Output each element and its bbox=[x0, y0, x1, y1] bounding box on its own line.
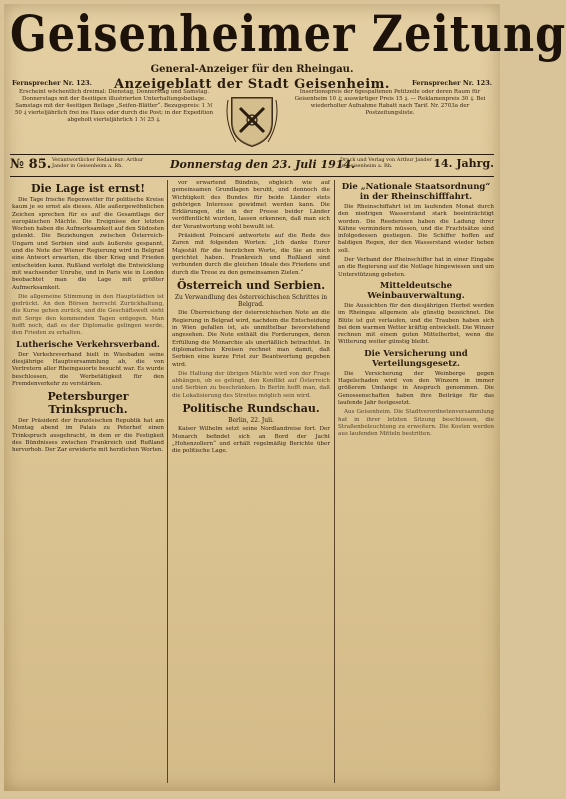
newspaper-title: Geisenheimer Zeitung bbox=[10, 6, 566, 64]
article-text: Die Tage frische Regenwetter für politische Kreise kaum je so ernst als dieses. Alle außergewöhnlichen Zeichen sprechen für es auf die Gesamtlage der europäischen Mächte. Die Ereignisse der letzten Wochen haben die Aufmerksamkeit auf den Südosten gelenkt. Die Beziehungen zwischen Österreich-Ungarn und Serbien sind aufs äußerste gespannt, und die Note der Wiener Regierung wird in Belgrad eine Antwort erwarten, die über Krieg und Frieden entscheiden kann. Rußland verfolgt die Entwicklung mit wachsender Unruhe, und in Paris wie in London beobachtet man die Lage mit größter Aufmerksamkeit. bbox=[12, 197, 164, 291]
column-1 bbox=[12, 180, 164, 785]
phone-number-left: Fernsprecher Nr. 123. bbox=[12, 79, 92, 87]
article-subheadline: Zu Verwandlung des österreichischen Schrittes in Belgrad. bbox=[174, 293, 328, 309]
article-text: Die Überreichung der österreichischen Note an die Regierung in Belgrad wird, nachdem die Entscheidung in Wien gefallen ist, als unmittelbar bevorstehend angesehen. Die Note enthält die Forderungen, deren Erfüllung die Monarchie als unerläßlich betrachtet. In diplomatischen Kreisen rechnet man damit, daß Serbien eine kurze Frist zur Beantwortung gegeben wird. bbox=[172, 310, 330, 368]
article-text: Der Präsident der französischen Republik hat am Montag abend im Palais zu Peterhof einen Trinkspruch ausgebracht, in dem er die Festigkeit des Bündnisses zwischen Frankreich und Rußland hervorhob. Der Zar erwiderte mit herzlichen Worten. bbox=[12, 418, 164, 454]
advertising-info: Insertionspreis der 6gespaltenen Petitzeile oder deren Raum für Geisenheim 10 ₰; auswärtiger Preis 15 ₰. — Reklamenpreis 30 ₰. Bei wiederholter Aufnahme Rabatt nach Tarif. Nr. 2703a der Postzeitungsliste. bbox=[294, 89, 486, 116]
article-dateline: Berlin, 22. Juli. bbox=[228, 417, 274, 425]
article-headline: Österreich und Serbien. bbox=[176, 278, 326, 292]
editor-note: Verantwortlicher Redakteur: Arthur Jander in Geisenheim a. Rh. bbox=[52, 157, 144, 169]
article-text: vor erwartend Bündnis, obgleich wie auf gemeinsamen Grundlagen beruht, und dennoch die Wichtigkeit des Bundes für beide Länder stets gehörigen Interesse gewidmet werden kann. Die Erklärungen, die in der Presse beider Länder veröffentlicht wurden, lassen erkennen, daß man sich der Verantwortung wohl bewußt ist. bbox=[172, 180, 330, 230]
column-2 bbox=[172, 180, 330, 785]
article-text: Der Verband der Rheinschiffer hat in einer Eingabe an die Regierung auf die Notlage hingewiesen und um Unterstützung gebeten. bbox=[338, 257, 494, 278]
phone-number-right: Fernsprecher Nr. 123. bbox=[412, 79, 492, 87]
volume-year: 14. Jahrg. bbox=[433, 157, 494, 170]
column-divider bbox=[334, 180, 335, 783]
city-crest-icon bbox=[222, 92, 282, 150]
article-headline: Die Lage ist ernst! bbox=[30, 182, 146, 195]
article-headline: Politische Rundschau. bbox=[182, 402, 320, 416]
article-headline: Die „Nationale Staatsordnung“ in der Rheinschifffahrt. bbox=[341, 182, 491, 202]
subscription-info: Erscheint wöchentlich dreimal: Dienstag, Donnerstag und Samstag. Donnerstags mit der 8seitigen illustrierten Unterhaltungsbeilage. Samstags mit der 4seitigen Beilage „Seifen-Blätter“. Bezugspreis: 1 ℳ 50 ₰ vierteljährlich frei ins Haus oder durch die Post; in der Expedition abgeholt vierteljährlich 1 ℳ 25 ₰. bbox=[14, 89, 214, 123]
issue-number: № 85. bbox=[10, 157, 52, 172]
article-text: Die Aussichten für den diesjährigen Herbst werden im Rheingau allgemein als günstig bezeichnet. Die Blüte ist gut verlaufen, und die Trauben haben sich bei dem warmen Wetter kräftig entwickelt. Die Winzer rechnen mit einem guten Mittelherbst, wenn die Witterung weiter günstig bleibt. bbox=[338, 302, 494, 346]
divider bbox=[10, 176, 494, 177]
article-text: Der Verkehrsverband hielt in Wiesbaden seine diesjährige Hauptversammlung ab, die von Vertretern aller Rheingauorte besucht war. Es wurde beschlossen, die Werbetätigkeit für den Fremdenverkehr zu verstärken. bbox=[12, 351, 164, 387]
article-text: Aus Geisenheim. Die Stadtverordnetenversammlung hat in ihrer letzten Sitzung beschlossen, die Straßenbeleuchtung zu erweitern. Die Kosten werden aus laufenden Mitteln bestritten. bbox=[338, 409, 494, 438]
article-text: Die Versicherung der Weinberge gegen Hagelschaden wird von den Winzern in immer größerem Umfange in Anspruch genommen. Die Genossenschaften haben ihre Beiträge für das laufende Jahr festgesetzt. bbox=[338, 370, 494, 406]
article-text: Die allgemeine Stimmung in den Hauptstädten ist gedrückt. An den Börsen herrscht Zurückhaltung, die Kurse gehen zurück, und die Geschäftswelt sieht mit Sorge den kommenden Tagen entgegen. Man hofft noch, daß es der Diplomatie gelingen werde, den Frieden zu erhalten. bbox=[12, 293, 164, 337]
column-divider bbox=[167, 180, 168, 783]
article-headline: Die Versicherung und Verteilungsgesetz. bbox=[364, 348, 468, 369]
article-headline: Mitteldeutsche Weinbauverwaltung. bbox=[367, 280, 465, 301]
newspaper-page bbox=[4, 4, 566, 791]
issue-date: Donnerstag den 23. Juli 1914. bbox=[170, 158, 355, 171]
newspaper-subtitle: General-Anzeiger für den Rheingau. bbox=[150, 64, 354, 75]
dateline bbox=[10, 155, 494, 175]
article-headline: Lutherische Verkehrsverband. bbox=[16, 339, 160, 350]
newspaper-official-line: Anzeigeblatt der Stadt Geisenheim. bbox=[114, 77, 390, 92]
article-text: Die Haltung der übrigen Mächte wird von der Frage abhängen, ob es gelingt, den Konflikt auf Österreich und Serbien zu beschränken. In Berlin hofft man, daß die Lokalisierung des Streites möglich sein wird. bbox=[172, 370, 330, 399]
article-headline: Petersburger Trinkspruch. bbox=[47, 390, 129, 417]
printer-note: Druck und Verlag von Arthur Jander in Geisenheim a. Rh. bbox=[340, 157, 432, 169]
column-3 bbox=[338, 180, 494, 785]
article-text: Die Rheinschiffahrt ist im laufenden Monat durch den niedrigen Wasserstand stark beeinträchtigt worden. Die Reedereien haben die Ladung ihrer Kähne vermindern müssen, und die Frachtsätze sind infolgedessen gestiegen. Die Schiffer hoffen auf baldigen Regen, der den Wasserstand wieder heben soll. bbox=[338, 204, 494, 254]
article-text: Kaiser Wilhelm setzt seine Nordlandreise fort. Der Monarch befindet sich an Bord der Jacht „Hohenzollern“ und erhält regelmäßig Berichte über die politische Lage. bbox=[172, 426, 330, 455]
article-text: Präsident Poincaré antwortete auf die Rede des Zaren mit folgenden Worten: „Ich danke Eurer Majestät für die herzlichen Worte, die Sie an mich gerichtet haben. Frankreich und Rußland sind verbunden durch die gleichen Ideale des Friedens und durch die Treue zu den gemeinsamen Zielen.“ bbox=[172, 233, 330, 276]
